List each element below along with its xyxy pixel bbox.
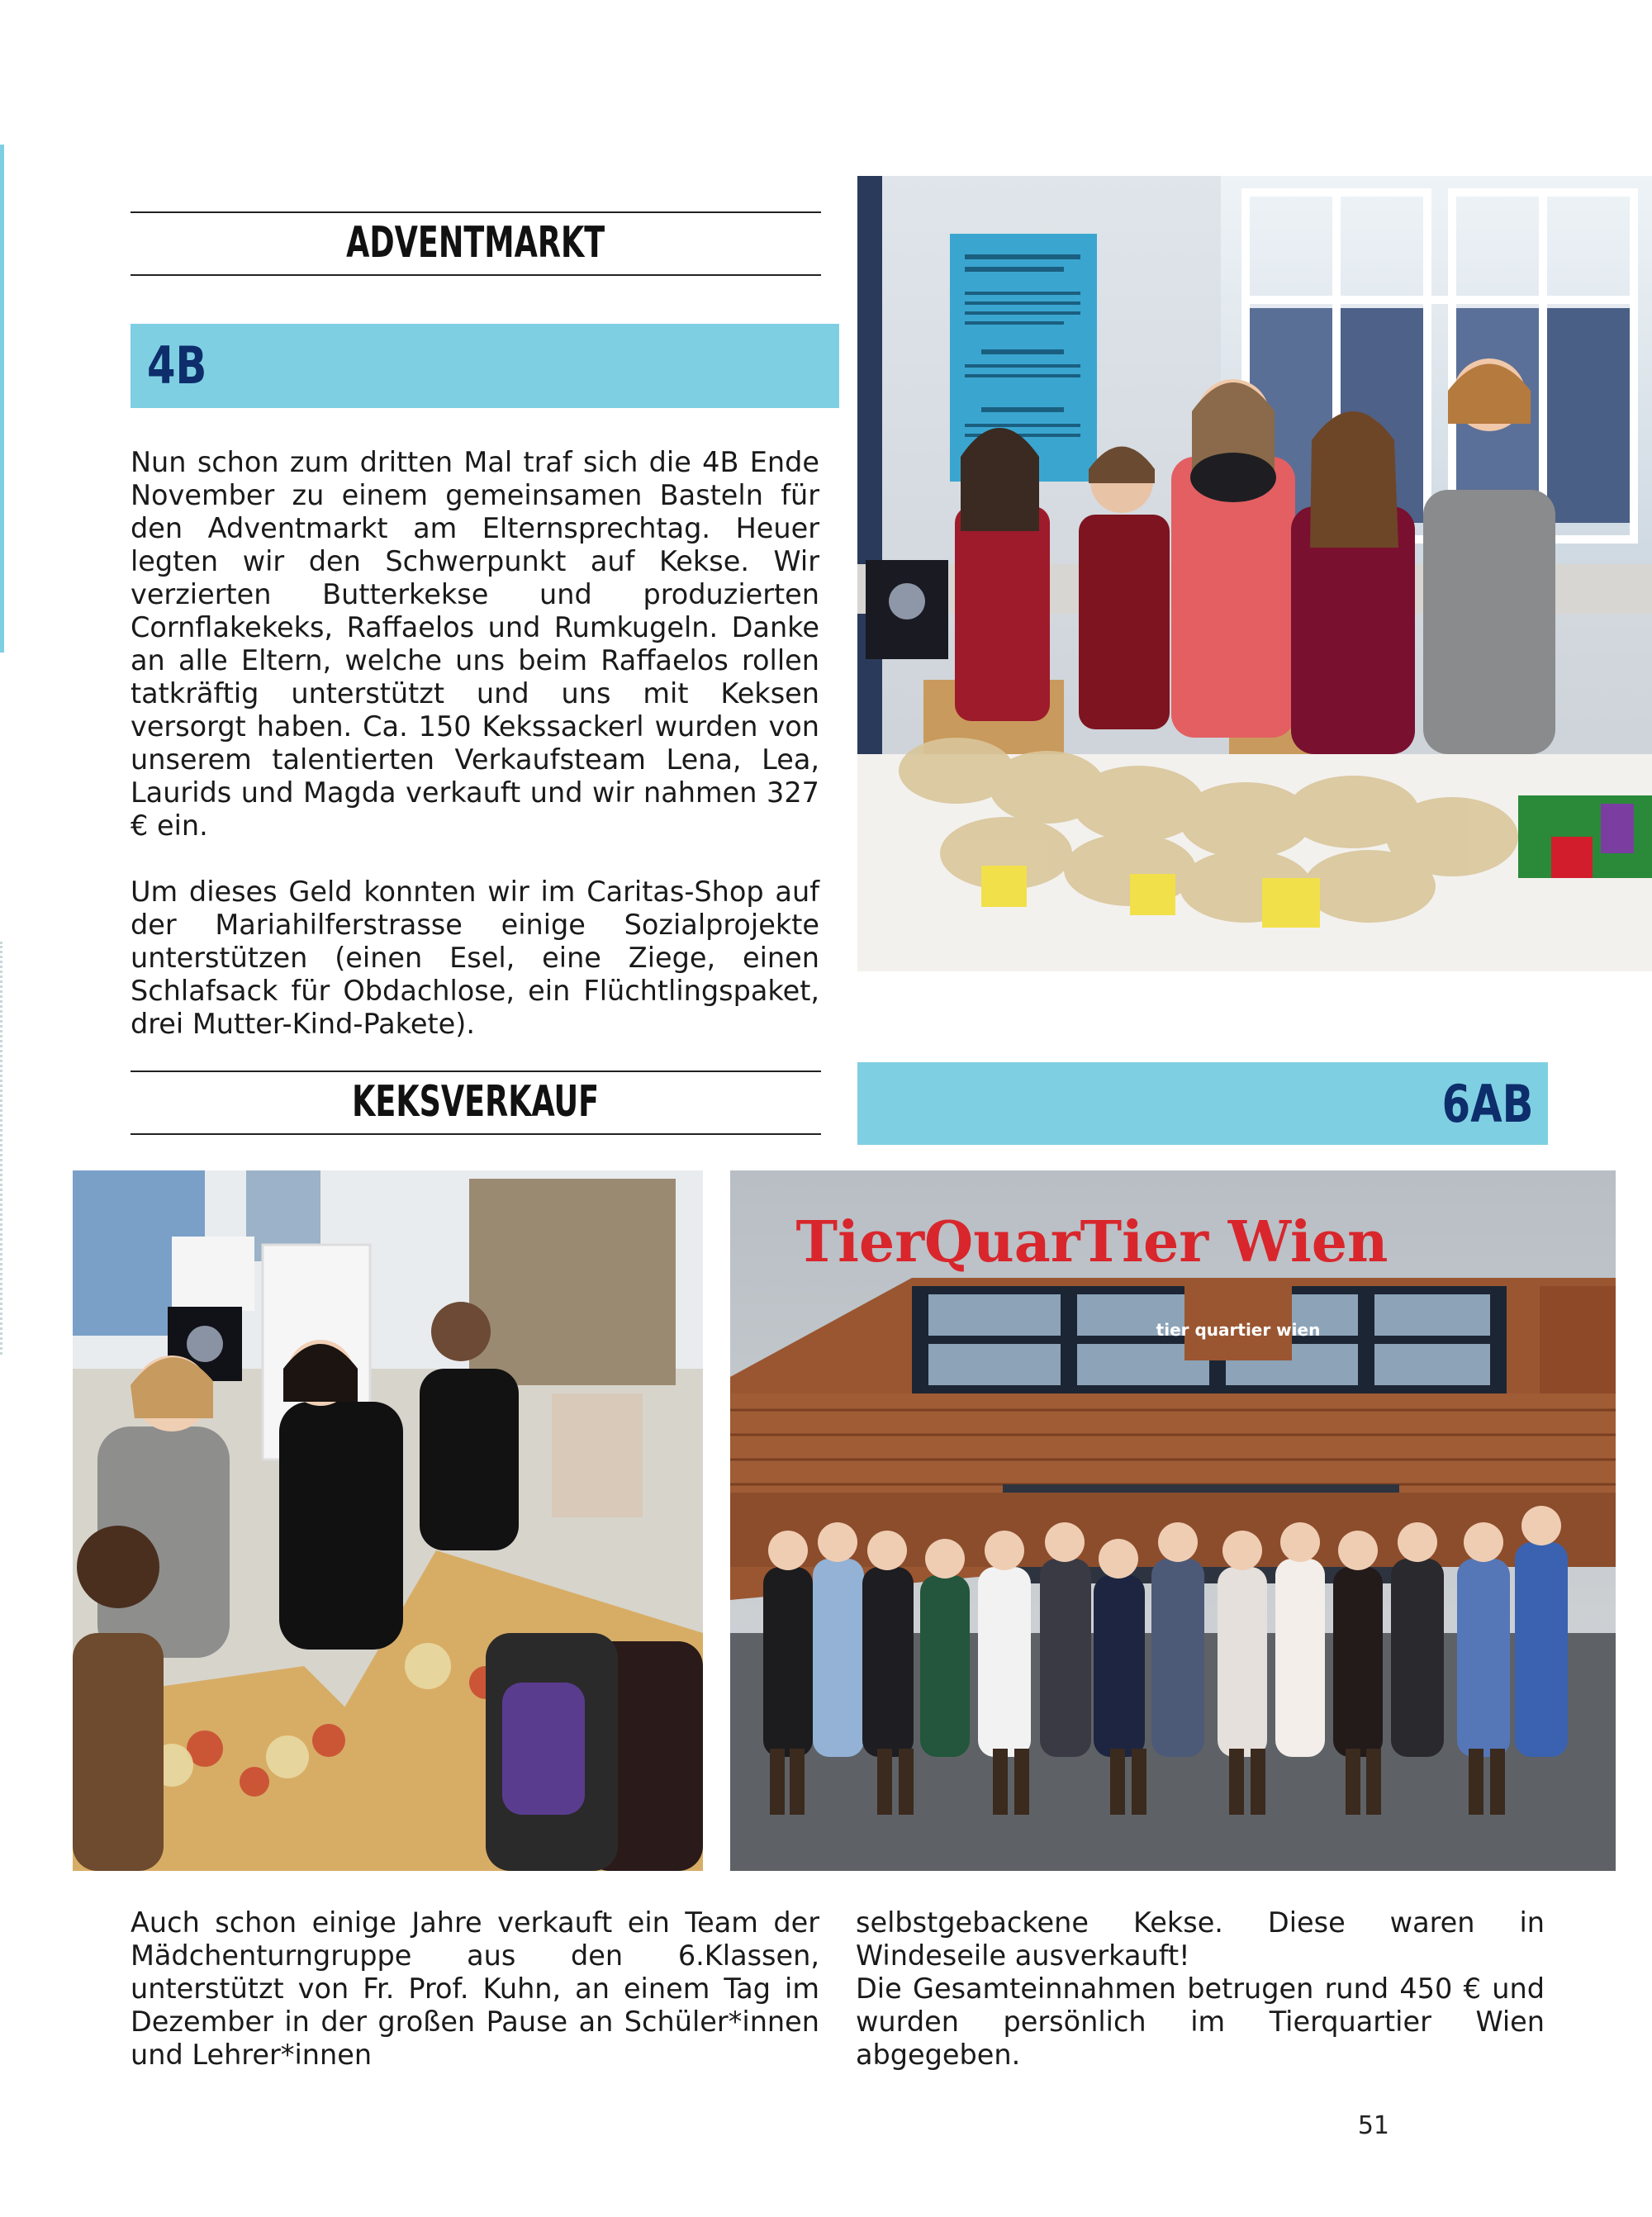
page-edge-dots — [0, 942, 5, 1355]
building-logo-text: tier quartier wien — [1156, 1320, 1321, 1340]
paragraph: Um dieses Geld konnten wir im Caritas-Shop auf der Mariahilferstrasse einige Sozialprojekte unterstützen (einen Esel, eine Ziege, einen Schlafsack für Obdachlose, ein Flüchtlingspaket, drei Mutter-Kind-Pakete). — [131, 876, 819, 1040]
section-heading-text: KEKSVERKAUF — [352, 1077, 600, 1127]
section-heading-adventmarkt — [131, 211, 821, 276]
paragraph: Die Gesamteinnahmen betrugen rund 450 € und wurden persönlich im Tierquartier Wien abgegeben. — [856, 1973, 1545, 2071]
section-heading-text: ADVENTMARKT — [346, 218, 605, 268]
class-label: 6AB — [1441, 1074, 1533, 1134]
section-heading-keksverkauf — [131, 1071, 821, 1135]
building-sign-text: TierQuarTier Wien — [795, 1209, 1389, 1275]
page-number: 51 — [1357, 2111, 1389, 2140]
paragraph: selbstgebackene Kekse. Diese waren in Windeseile ausverkauft! — [856, 1906, 1545, 1972]
paragraph: Auch schon einige Jahre verkauft ein Team der Mädchenturngruppe aus den 6.Klassen, unterstützt von Fr. Prof. Kuhn, an einem Tag im Dezember in der großen Pause an Schüler*innen und Lehrer*innen — [131, 1906, 819, 2071]
page-edge-accent — [0, 145, 4, 653]
article-text-keksverkauf-right — [856, 1906, 1545, 2072]
article-text-adventmarkt — [131, 446, 819, 1041]
paragraph: Nun schon zum dritten Mal traf sich die 4B Ende November zu einem gemeinsamen Basteln für den Adventmarkt am Elternsprechtag. Heuer legten wir den Schwerpunkt auf Kekse. Wir verzierten Butterkekse und produzierten Cornflakekeks, Raffaelos und Rumkugeln. Danke an alle Eltern, welche uns beim Raffaelos rollen tatkräftig unterstützt und uns mit Keksen versorgt haben. Ca. 150 Kekssackerl wurden von unserem talentierten Verkaufsteam Lena, Lea, Laurids und Magda verkauft und wir nahmen 327 € ein. — [131, 446, 819, 842]
photo-4b-advent-stand — [857, 176, 1652, 971]
class-band-4b — [131, 324, 839, 408]
class-band-6ab — [857, 1062, 1548, 1145]
article-text-keksverkauf-left — [131, 1906, 819, 2072]
photo-keksverkauf-sale — [73, 1170, 703, 1871]
photo-tierquartier-group — [730, 1170, 1616, 1871]
class-label: 4B — [147, 335, 207, 396]
